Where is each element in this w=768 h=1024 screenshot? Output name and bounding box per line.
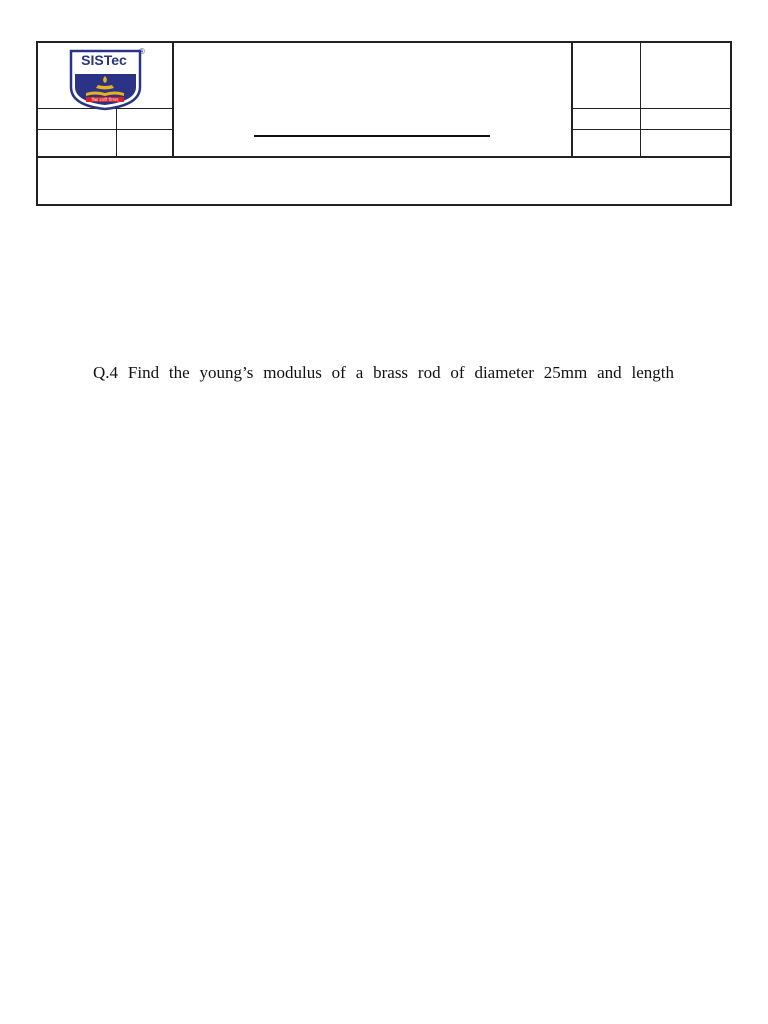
title-underline [254,135,490,137]
logo-tagline: विद्या ददाति विनयम् [91,97,119,103]
header-table [36,41,732,206]
divider-right-row2 [573,129,732,130]
divider-right-inner [640,43,641,156]
logo-registered-mark: ® [139,47,145,56]
logo-brand-text: SISTec [81,52,127,68]
divider-bottom-row [38,156,732,158]
divider-logo-column [172,43,174,156]
sistec-logo [68,47,146,111]
question-text: Q.4 Find the young’s modulus of a brass rod of diameter 25mm and length [93,363,674,382]
divider-right-row1 [573,108,732,109]
divider-left-row2 [38,129,172,130]
divider-left-inner [116,108,117,156]
divider-center-right [571,43,573,156]
